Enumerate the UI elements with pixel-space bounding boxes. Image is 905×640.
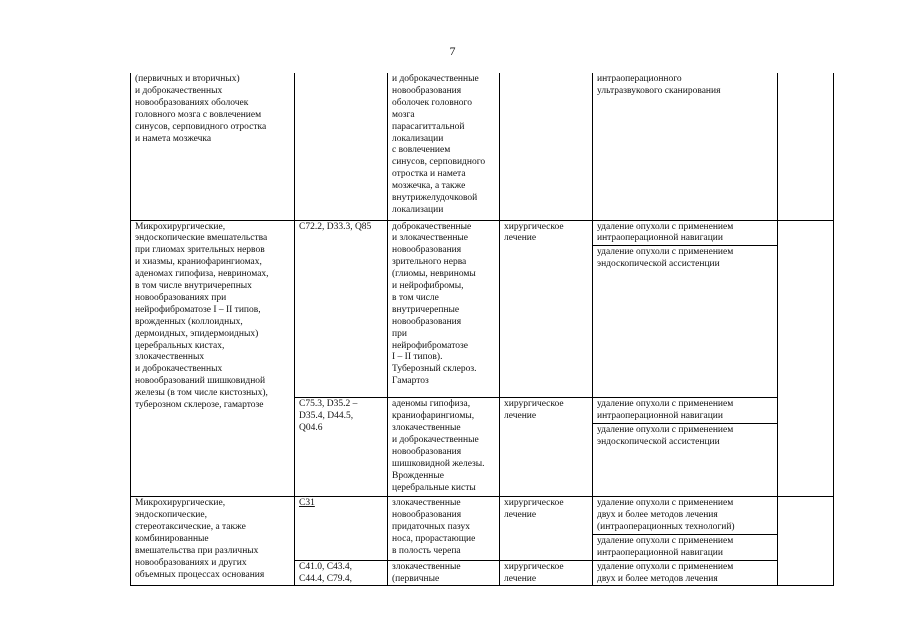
treatment-method-cell: интраоперационного ультразвукового сканирования xyxy=(593,73,778,220)
patient-model-cell: доброкачественные и злокачественные новообразования зрительного нерва (глиомы, невриномы и нейрофибромы, в том числе внутричерепные новообразования при нейрофиброматозе I – II типов). Туберозный склероз. Гамартоз xyxy=(388,220,500,398)
medical-care-table xyxy=(130,73,834,586)
icd-code-cell: C41.0, C43.4, C44.4, C79.4, xyxy=(295,560,388,586)
patient-model-cell: аденомы гипофиза, краниофарингиомы, злокачественные и доброкачественные новообразования шишковидной железы. Врожденные церебральные кисты xyxy=(388,398,500,497)
table-row xyxy=(131,497,834,535)
care-type-cell: Микрохирургические, эндоскопические, стереотаксические, а также комбинированные вмешательства при различных новообразованиях и других объемных процессах основания xyxy=(131,497,295,586)
treatment-type-cell: хирургическое лечение xyxy=(500,497,593,561)
table-row xyxy=(131,220,834,246)
treatment-method-cell: удаление опухоли с применением эндоскопической ассистенции xyxy=(593,246,778,398)
blank-cell xyxy=(778,73,834,220)
treatment-type-cell: хирургическое лечение xyxy=(500,220,593,398)
icd-code-cell xyxy=(295,73,388,220)
treatment-method-cell: удаление опухоли с применением двух и более методов лечения xyxy=(593,560,778,586)
icd-code-cell: C72.2, D33.3, Q85 xyxy=(295,220,388,398)
treatment-method-cell: удаление опухоли с применением двух и более методов лечения (интраоперационных технологий) xyxy=(593,497,778,535)
icd-code-cell: C75.3, D35.2 – D35.4, D44.5, Q04.6 xyxy=(295,398,388,497)
blank-cell xyxy=(778,497,834,586)
care-type-cell: Микрохирургические, эндоскопические вмешательства при глиомах зрительных нервов и хиазмы, краниофарингиомах, аденомах гипофиза, невриномах, в том числе внутричерепных новообразованиях при нейрофиброматозе I – II типов, врожденных (коллоидных, дермоидных, эпидермоидных) церебральных кистах, злокачественных и доброкачественных новообразований шишковидной железы (в том числе кистозных), туберозном склерозе, гамартозе xyxy=(131,220,295,497)
treatment-method-cell: удаление опухоли с применением интраоперационной навигации xyxy=(593,534,778,560)
treatment-type-cell xyxy=(500,73,593,220)
treatment-method-cell: удаление опухоли с применением эндоскопической ассистенции xyxy=(593,424,778,497)
icd-code-cell xyxy=(295,497,388,561)
patient-model-cell: злокачественные (первичные xyxy=(388,560,500,586)
treatment-type-cell: хирургическое лечение xyxy=(500,398,593,497)
patient-model-cell: злокачественные новообразования придаточных пазух носа, прорастающие в полость черепа xyxy=(388,497,500,561)
table-row xyxy=(131,73,834,220)
icd-code-link: C31 xyxy=(299,498,315,509)
treatment-method-cell: удаление опухоли с применением интраоперационной навигации xyxy=(593,398,778,424)
patient-model-cell: и доброкачественные новообразования оболочек головного мозга парасагиттальной локализации с вовлечением синусов, серповидного отростка и намета мозжечка, а также внутрижелудочковой локализации xyxy=(388,73,500,220)
treatment-method-cell: удаление опухоли с применением интраоперационной навигации xyxy=(593,220,778,246)
page-number: 7 xyxy=(449,44,456,58)
treatment-type-cell: хирургическое лечение xyxy=(500,560,593,586)
care-type-cell: (первичных и вторичных) и доброкачественных новообразованиях оболочек головного мозга с вовлечением синусов, серповидного отростка и намета мозжечка xyxy=(131,73,295,220)
blank-cell xyxy=(778,220,834,497)
